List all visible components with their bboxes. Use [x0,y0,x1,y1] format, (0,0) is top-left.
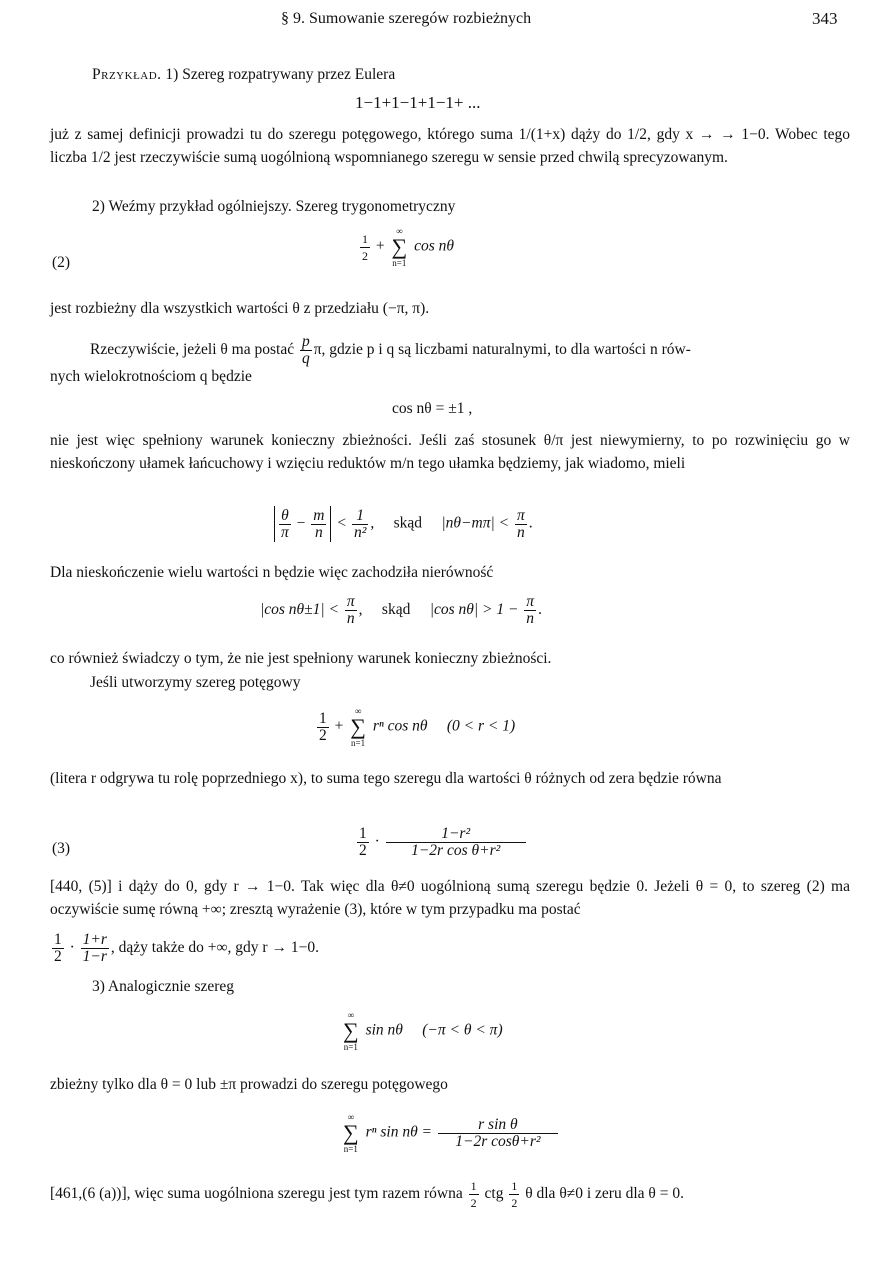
equation-number-2: (2) [52,254,71,271]
cos-inequality: |cos nθ±1| < $\frac{\pi}{n}$ , skąd |cos nθ| > 1 − $\frac{\pi}{n}$ . [260,593,542,627]
paragraph-indeed: Rzeczywiście, jeżeli θ ma postać $\frac{p}{q}$ π, gdzie p i q są liczbami naturalnymi, to dla wartości n rów- [90,333,691,367]
sum-symbol: ∞ ∑ n=1 [343,1010,359,1052]
p-over-q-fraction: $\frac{p}{q}$ [301,333,310,367]
sin-power-series-equation: ∞ ∑ n=1 rⁿ sin nθ = $\frac{\text{r sin θ}}{\text{1−2r cosθ+r²}}$ [340,1112,560,1154]
paragraph-generalized-sum: [461,(6 (a))], więc suma uogólniona szeregu jest tym razem równa $\frac{1}{2}$ ctg $\frac{1}{2}$ θ dla θ≠0 i zeru dla θ = 0. [50,1179,684,1210]
example-intro [92,64,395,86]
paragraph-convergent-only: zbieżny tylko dla θ = 0 lub ±π prowadzi do szeregu potęgowego [50,1076,448,1093]
approximation-inequality: $\frac{\theta}{\pi}$ − $\frac{m}{n}$ < $\frac{1}{\text{n²}}$ , skąd |nθ−mπ| < $\frac{\pi}{n}$ . [272,506,533,542]
paragraph-example-3: 3) Analogicznie szereg [92,978,235,995]
paragraph-infinitely-many: Dla nieskończenie wielu wartości n będzie więc zachodziła nierówność [50,564,494,581]
paragraph-continued-fraction: nie jest więc spełniony warunek konieczny zbieżności. Jeśli zaś stosunek θ/π jest niewymierny, to po rozwinięciu go w nieskończony ułamek łańcuchowy i wzięciu reduktów m/n tego ułamka będziemy, jak wiadomo, mieli [50,432,850,472]
paragraph-if-we-form: Jeśli utworzymy szereg potęgowy [90,674,301,691]
paragraph-power-series-sum: już z samej definicji prowadzi tu do szeregu potęgowego, którego suma 1/(1+x) dąży do 1/2, gdy x → → 1−0. Wobec tego liczba 1/2 jest rzeczywiście sumą uogólnioną wspomnianego szeregu w sensie przed chwilą sprecyzowanym. [50,126,850,166]
sum-symbol: ∞ ∑ n=1 [391,226,408,268]
paragraph-also-testifies: co również świadczy o tym, że nie jest spełniony warunek konieczny zbieżności. [50,650,552,667]
paragraph-indeed-line2: nych wielokrotnościom q będzie [50,368,252,385]
paragraph-divergent: jest rozbieżny dla wszystkich wartości θ z przedziału (−π, π). [50,300,430,317]
sum-symbol: ∞ ∑ n=1 [343,1112,359,1154]
paragraph-tends-to-zero: [440, (5)] i dąży do 0, gdy r → 1−0. Tak więc dla θ≠0 uogólnioną sumą szeregu będzie 0. Jeżeli θ = 0, to szereg (2) ma oczywiście sumę równą +∞; zresztą wyrażenie (3), które w tym przypadku ma postać [50,878,850,918]
example-label: Przykład. [92,66,162,83]
sum-symbol: ∞ ∑ n=1 [350,706,366,748]
paragraph-example-2: 2) Weźmy przykład ogólniejszy. Szereg trygonometryczny [92,198,456,215]
running-header: § 9. Sumowanie szeregów rozbieżnych [281,10,532,27]
page-number: 343 [812,9,838,28]
cos-equation: cos nθ = ±1 , [392,400,473,417]
example-intro-text: 1) Szereg rozpatrywany przez Eulera [165,66,396,83]
sin-series-equation: ∞ ∑ n=1 sin nθ (−π < θ < π) [343,1010,503,1052]
equation-number-3: (3) [52,840,71,857]
paragraph-expression-form: $\frac{1}{2}$ · $\frac{1+r}{1-r}$ , dąży także do +∞, gdy r → 1−0. [54,931,319,965]
power-series-equation: $\frac{1}{2}$ + ∞ ∑ n=1 rⁿ cos nθ (0 < r < 1) [319,706,516,748]
paragraph-letter-r: (litera r odgrywa tu rolę poprzedniego x), to suma tego szeregu dla wartości θ różnych od zera będzie równa [50,770,722,787]
equation-2: $\frac{1}{2}$ + ∞ ∑ n=1 cos nθ [362,226,454,268]
equation-3: $\frac{1}{2}$ · $\frac{\text{1−r²}}{\text{1−2r cos θ+r²}}$ [355,826,528,859]
euler-series: 1−1+1−1+1−1+ ... [355,93,481,112]
half-fraction: $\frac{1}{2}$ [362,231,368,263]
